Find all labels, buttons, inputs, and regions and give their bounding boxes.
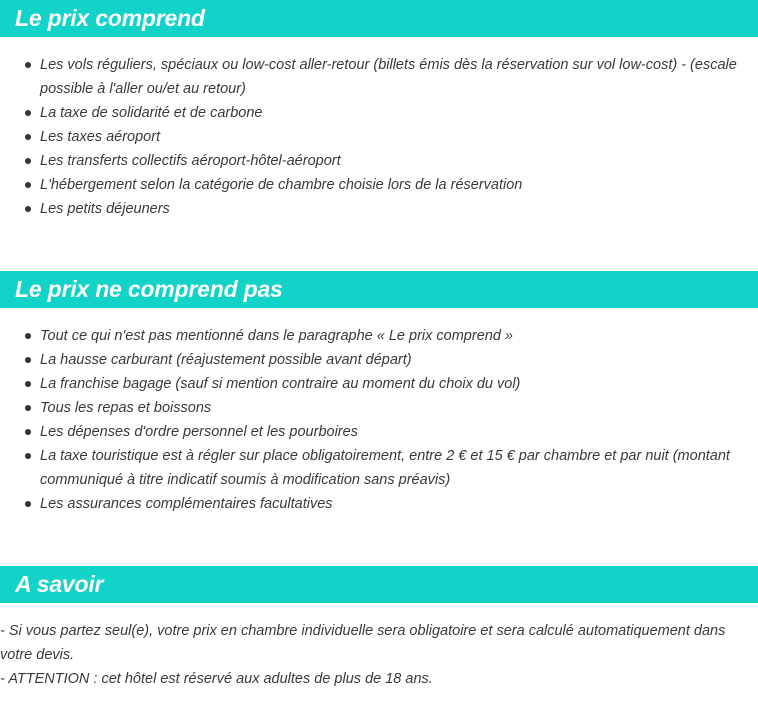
list-item: Les dépenses d'ordre personnel et les pourboires [0, 420, 740, 444]
not-included-list [0, 324, 740, 516]
section-title-included: Le prix comprend [15, 5, 205, 31]
list-item: Les vols réguliers, spéciaux ou low-cost aller-retour (billets émis dès la réservation sur vol low-cost) - (escale possible à l'aller ou/et au retour) [0, 53, 740, 101]
note-paragraph: - ATTENTION : cet hôtel est réservé aux adultes de plus de 18 ans. [0, 671, 433, 687]
list-item: Tous les repas et boissons [0, 396, 740, 420]
list-item: La taxe de solidarité et de carbone [0, 101, 740, 125]
list-item: Les petits déjeuners [0, 197, 740, 221]
section-header-included [0, 0, 758, 37]
section-title-to-know: A savoir [15, 571, 104, 597]
list-item: Les taxes aéroport [0, 125, 740, 149]
section-title-not-included: Le prix ne comprend pas [15, 276, 283, 302]
list-item: La taxe touristique est à régler sur place obligatoirement, entre 2 € et 15 € par chambre et par nuit (montant communiqué à titre indicatif soumis à modification sans préavis) [0, 444, 740, 492]
note-paragraph: - Si vous partez seul(e), votre prix en chambre individuelle sera obligatoire et sera calculé automatiquement dans votre devis. [0, 623, 726, 663]
list-item: Les transferts collectifs aéroport-hôtel-aéroport [0, 149, 740, 173]
section-header-not-included [0, 271, 758, 308]
list-item: Tout ce qui n'est pas mentionné dans le paragraphe « Le prix comprend » [0, 324, 740, 348]
included-list [0, 53, 740, 221]
section-header-to-know [0, 566, 758, 603]
notes-block [0, 619, 754, 691]
list-item: Les assurances complémentaires facultatives [0, 492, 740, 516]
list-item: La franchise bagage (sauf si mention contraire au moment du choix du vol) [0, 372, 740, 396]
list-item: L'hébergement selon la catégorie de chambre choisie lors de la réservation [0, 173, 740, 197]
list-item: La hausse carburant (réajustement possible avant départ) [0, 348, 740, 372]
